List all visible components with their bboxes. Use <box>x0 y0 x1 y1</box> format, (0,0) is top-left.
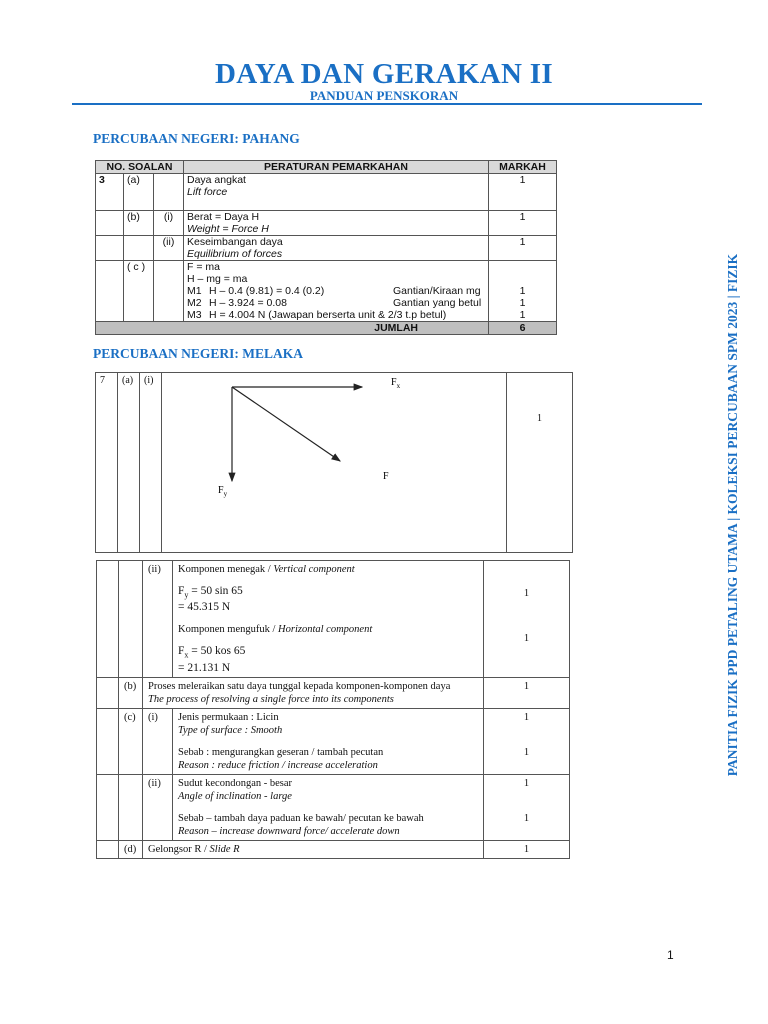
equation-fx: $F_x = 50$ kos 65 <box>178 645 246 660</box>
subpart-label: (ii) <box>143 561 173 678</box>
answer-text: Sebab – tambah daya paduan ke bawah/ pecutan ke bawah <box>178 812 424 824</box>
melaka-diagram-table <box>95 372 573 553</box>
working-line: F = ma <box>187 261 220 273</box>
part-label: (c) <box>119 708 143 774</box>
part-label: (d) <box>119 840 143 858</box>
table-row <box>96 174 557 211</box>
melaka-marking-table <box>96 560 570 859</box>
answer-text: Sudut kecondongan - besar <box>178 777 293 789</box>
section-heading-pahang: PERCUBAAN NEGERI: PAHANG <box>93 131 300 146</box>
question-number: 3 <box>96 174 124 211</box>
page-title: DAYA DAN GERAKAN II <box>215 58 553 90</box>
table-row <box>97 708 570 774</box>
answer-text: Keseimbangan daya <box>187 236 283 248</box>
table-row <box>97 840 570 858</box>
table-row <box>97 774 570 840</box>
working-line-m2: M2 H – 3.924 = 0.08 Gantian yang betul <box>187 297 482 309</box>
answer-text: Jenis permukaan : Licin <box>178 711 279 723</box>
mark: 1 <box>519 285 526 297</box>
part-label: (b) <box>119 677 143 708</box>
answer-text-en: Reason – increase downward force/ accelerate down <box>178 825 400 837</box>
force-resolution-diagram <box>162 373 475 549</box>
header-markah: MARKAH <box>489 161 557 174</box>
equation-fx-result: = 21.131 N <box>178 661 231 674</box>
mark: 1 <box>489 174 557 211</box>
mark: 1 <box>523 588 530 599</box>
resultant-arrow <box>232 387 340 461</box>
answer-text: Komponen menegak / Vertical component <box>178 564 355 575</box>
f-label: F <box>383 471 389 482</box>
answer-text-en: Lift force <box>187 186 228 198</box>
mark: 1 <box>523 777 530 789</box>
mark: 1 <box>507 373 573 553</box>
mark: 1 <box>519 309 526 321</box>
page-number: 1 <box>667 948 674 962</box>
subpart-label: (ii) <box>143 774 173 840</box>
mark: 1 <box>523 633 530 644</box>
header-peraturan: PERATURAN PEMARKAHAN <box>184 161 489 174</box>
answer-text-en: The process of resolving a single force into its components <box>148 693 394 705</box>
table-row <box>96 211 557 236</box>
total-value: 6 <box>489 322 557 335</box>
subpart-label: (i) <box>154 211 184 236</box>
part-label: (a) <box>118 373 140 553</box>
working-line: H – mg = ma <box>187 273 248 285</box>
answer-text: Daya angkat <box>187 174 246 186</box>
answer-text-en: Angle of inclination - large <box>178 790 292 802</box>
answer-text: Proses meleraikan satu daya tunggal kepada komponen-komponen daya <box>148 680 451 692</box>
header-divider <box>72 103 702 105</box>
total-row <box>96 322 557 335</box>
answer-text: Gelongsor R / Slide R <box>143 840 484 858</box>
total-label: JUMLAH <box>96 322 489 335</box>
answer-text: Berat = Daya H <box>187 211 260 223</box>
working-line-m3: M3 H = 4.004 N (Jawapan berserta unit & 2/3 t.p betul) <box>187 309 447 321</box>
mark: 1 <box>523 746 530 758</box>
answer-text-en: Equilibrium of forces <box>187 248 283 260</box>
table-row <box>97 561 570 678</box>
answer-text-en: Reason : reduce friction / increase acceleration <box>178 759 378 771</box>
subpart-label: (i) <box>140 373 162 553</box>
table-row <box>96 373 573 553</box>
equation-fy: $F_y = 50$ sin 65 <box>178 585 243 600</box>
part-label: (b) <box>124 211 154 236</box>
part-label: (a) <box>124 174 154 211</box>
mark: 1 <box>489 236 557 261</box>
subpart-label: (i) <box>143 708 173 774</box>
part-label: ( c ) <box>124 261 154 322</box>
fx-label: $F_x$ <box>391 377 401 390</box>
mark: 1 <box>489 211 557 236</box>
working-line-m1: M1 H – 0.4 (9.81) = 0.4 (0.2) Gantian/Kiraan mg <box>187 285 481 297</box>
mark: 1 <box>484 840 570 858</box>
fy-label: $F_y$ <box>218 485 228 498</box>
equation-fy-result: = 45.315 N <box>178 601 231 614</box>
subpart-label: (ii) <box>154 236 184 261</box>
header-no-soalan: NO. SOALAN <box>96 161 184 174</box>
section-heading-melaka: PERCUBAAN NEGERI: MELAKA <box>93 346 304 361</box>
mark: 1 <box>519 297 526 309</box>
table-header-row <box>96 161 557 174</box>
answer-text-en: Type of surface : Smooth <box>178 724 283 736</box>
answer-text: Komponen mengufuk / Horizontal component <box>178 624 373 636</box>
table-row <box>96 261 557 322</box>
mark: 1 <box>523 812 530 824</box>
pahang-marking-table <box>95 160 557 335</box>
side-banner: PANITIA FIZIK PPD PETALING UTAMA | KOLEKSI PERCUBAAN SPM 2023 | FIZIK <box>725 253 740 777</box>
mark: 1 <box>523 711 530 723</box>
table-row <box>97 677 570 708</box>
answer-text-en: Weight = Force H <box>187 223 269 235</box>
page-subtitle: PANDUAN PENSKORAN <box>309 88 459 103</box>
answer-text: Sebab : mengurangkan geseran / tambah pecutan <box>178 746 384 758</box>
table-row <box>96 236 557 261</box>
mark: 1 <box>484 677 570 708</box>
question-number: 7 <box>96 373 118 553</box>
